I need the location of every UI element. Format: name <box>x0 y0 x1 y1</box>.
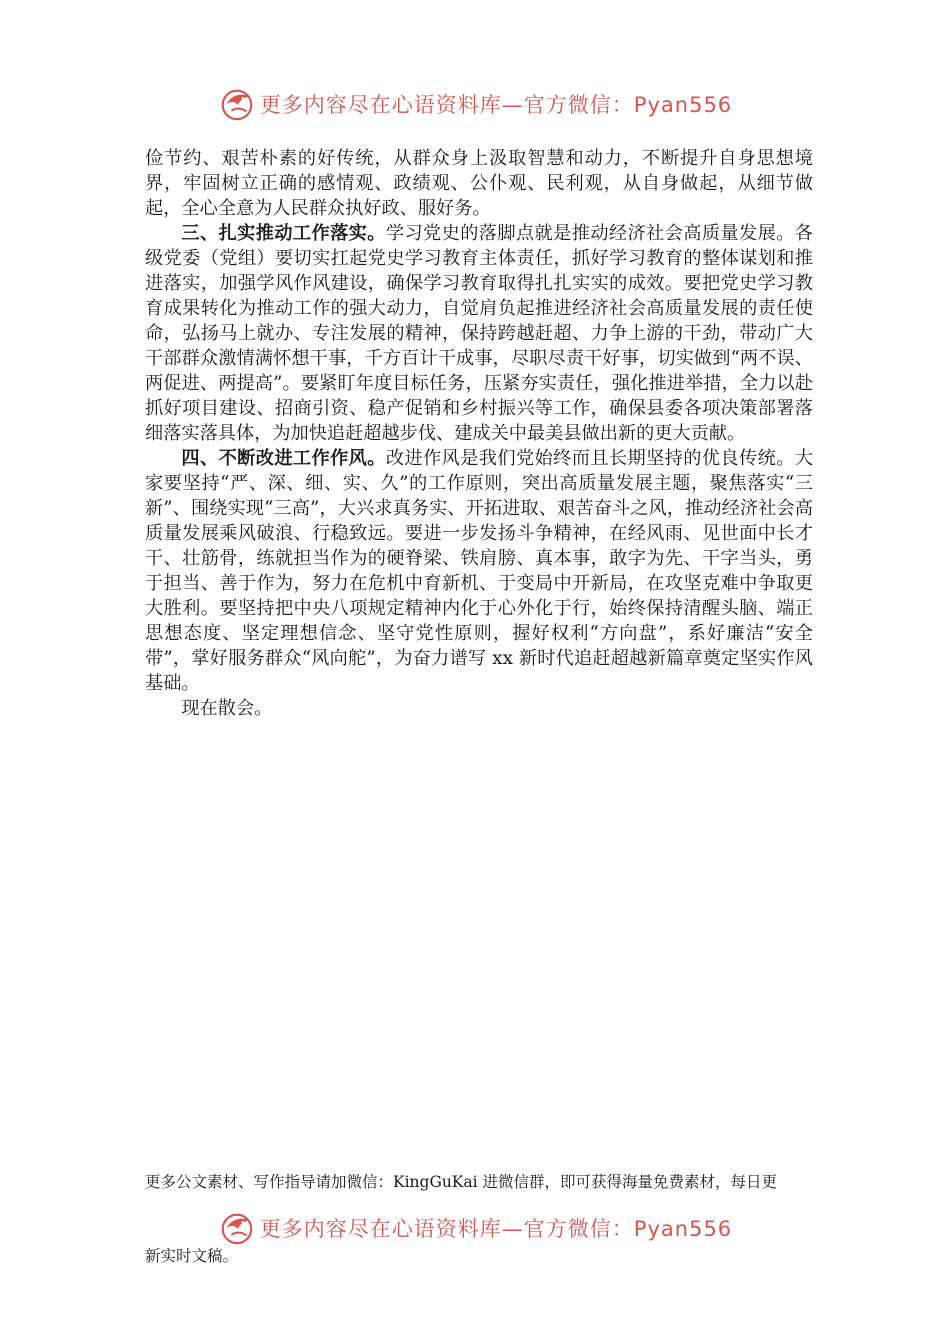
footer-watermark-banner <box>0 1208 950 1248</box>
footer-banner-text: 更多内容尽在心语资料库—官方微信：Pyan556 <box>259 1217 733 1241</box>
paragraph-text: 现在散会。 <box>181 698 273 719</box>
paragraph-continuation <box>145 146 813 221</box>
paragraph-section-three <box>145 221 813 446</box>
header-watermark-banner <box>0 84 950 124</box>
dove-logo-icon <box>218 85 256 123</box>
footer-note-continuation: 新实时文稿。 <box>145 1247 239 1265</box>
paragraph-closing <box>145 696 813 721</box>
document-body <box>145 146 813 721</box>
dove-logo-icon <box>218 1209 256 1247</box>
section-heading: 四、不断改进工作作风。 <box>181 448 386 469</box>
paragraph-section-four <box>145 446 813 696</box>
paragraph-text: 改进作风是我们党始终而且长期坚持的优良传统。大家要坚持“严、深、细、实、久”的工作原则，突出高质量发展主题，聚焦落实“三新”、围绕实现“三高”，大兴求真务实、开拓进取、艰苦奋斗之风，推动经济社会高质量发展乘风破浪、行稳致远。要进一步发扬斗争精神，在经风雨、见世面中长才干、壮筋骨，练就担当作为的硬脊梁、铁肩膀、真本事，敢字为先、干字当头，勇于担当、善于作为，努力在危机中育新机、于变局中开新局，在攻坚克难中争取更大胜利。要坚持把中央八项规定精神内化于心外化于行，始终保持清醒头脑、端正思想态度、坚定理想信念、坚守党性原则，握好权利“方向盘”，系好廉洁“安全带”，掌好服务群众“风向舵”，为奋力谱写 xx 新时代追赶超越新篇章奠定坚实作风基础。 <box>145 448 813 694</box>
footer-note: 更多公文素材、写作指导请加微信：KingGuKai 进微信群，即可获得海量免费素材，每日更 <box>145 1173 778 1191</box>
paragraph-text: 学习党史的落脚点就是推动经济社会高质量发展。各级党委（党组）要切实扛起党史学习教育主体责任，抓好学习教育的整体谋划和推进落实，加强学风作风建设，确保学习教育取得扎扎实实的成效。要把党史学习教育成果转化为推动工作的强大动力，自觉肩负起推进经济社会高质量发展的责任使命，弘扬马上就办、专注发展的精神，保持跨越赶超、力争上游的干劲，带动广大干部群众激情满怀想干事，千方百计干成事，尽职尽责干好事，切实做到“两不误、两促进、两提高”。要紧盯年度目标任务，压紧夯实责任，强化推进举措，全力以赴抓好项目建设、招商引资、稳产促销和乡村振兴等工作，确保县委各项决策部署落细落实落具体，为加快追赶超越步伐、建成关中最美县做出新的更大贡献。 <box>145 223 813 444</box>
header-banner-text: 更多内容尽在心语资料库—官方微信：Pyan556 <box>259 93 733 117</box>
paragraph-text: 俭节约、艰苦朴素的好传统，从群众身上汲取智慧和动力，不断提升自身思想境界，牢固树立正确的感情观、政绩观、公仆观、民利观，从自身做起，从细节做起，全心全意为人民群众执好政、服好务。 <box>145 148 813 219</box>
section-heading: 三、扎实推动工作落实。 <box>181 223 386 244</box>
